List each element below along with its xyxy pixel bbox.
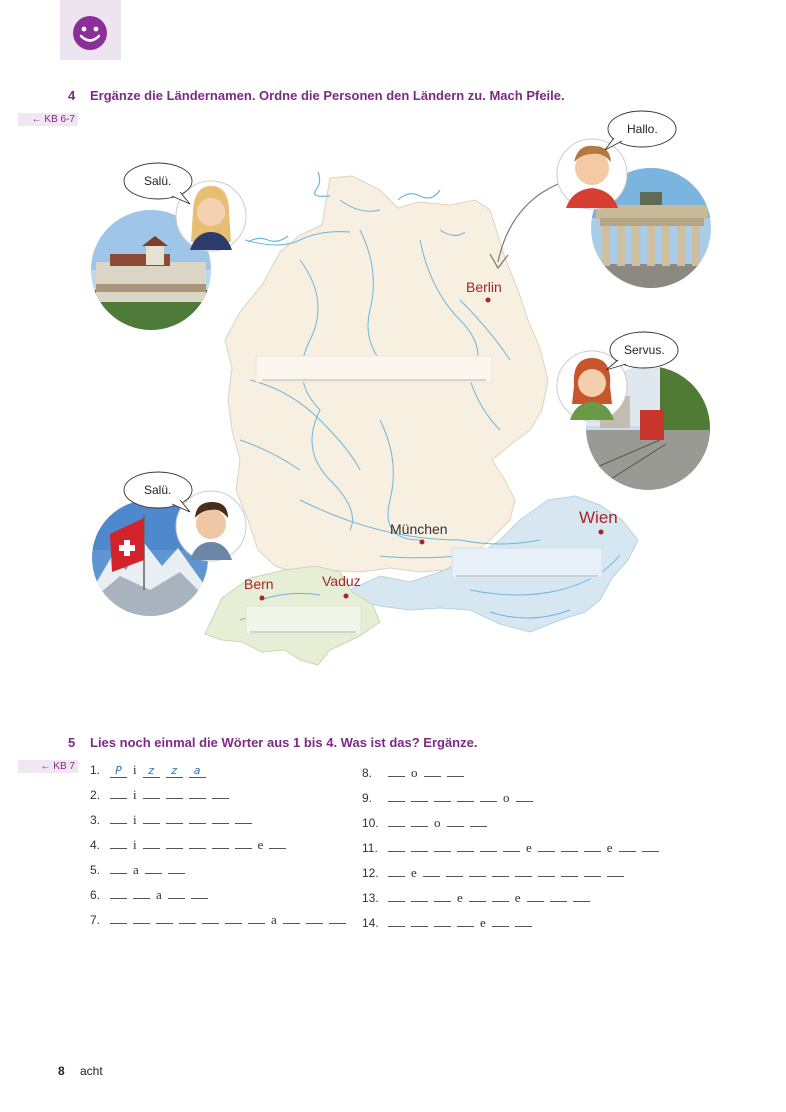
word-row [362, 840, 665, 856]
letter-blank[interactable] [470, 816, 487, 827]
row-number: 9. [362, 791, 373, 805]
given-letter: a [133, 862, 139, 877]
handwritten-letter[interactable]: z [166, 764, 183, 778]
word-row [90, 887, 214, 903]
speech-bubble-salue-1 [124, 163, 192, 204]
letter-blank[interactable] [388, 766, 405, 777]
letter-blank[interactable] [515, 866, 532, 877]
letter-blank[interactable] [189, 788, 206, 799]
given-letter: a [271, 912, 277, 927]
letter-blank[interactable] [166, 788, 183, 799]
letter-blank[interactable] [166, 838, 183, 849]
austria-answer-box[interactable] [452, 548, 602, 578]
svg-text:Salü.: Salü. [144, 174, 172, 188]
letter-blank[interactable] [550, 891, 567, 902]
word-row [362, 865, 630, 881]
word-row [90, 812, 258, 828]
letter-blank[interactable] [168, 888, 185, 899]
germany-answer-box[interactable] [256, 356, 492, 382]
page-word: acht [80, 1064, 103, 1078]
letter-blank[interactable] [388, 816, 405, 827]
letter-blank[interactable] [133, 888, 150, 899]
letter-blank[interactable] [388, 916, 405, 927]
word-row [90, 762, 212, 778]
letter-blank[interactable] [411, 891, 428, 902]
letter-blank[interactable] [607, 866, 624, 877]
letter-blank[interactable] [191, 888, 208, 899]
word-row [362, 790, 539, 806]
row-number: 4. [90, 838, 101, 852]
arrow-line [498, 184, 558, 262]
letter-blank[interactable] [447, 766, 464, 777]
letter-blank[interactable] [469, 891, 486, 902]
letter-blank[interactable] [212, 788, 229, 799]
city-vaduz: Vaduz [322, 573, 361, 589]
letter-blank[interactable] [143, 838, 160, 849]
given-letter: e [457, 890, 463, 905]
letter-blank[interactable] [642, 841, 659, 852]
given-letter: e [411, 865, 417, 880]
photo-wien [557, 351, 710, 490]
letter-blank[interactable] [388, 891, 405, 902]
row-number: 13. [362, 891, 379, 905]
given-letter: o [434, 815, 441, 830]
letter-blank[interactable] [269, 838, 286, 849]
given-letter: e [526, 840, 532, 855]
word-row [90, 862, 191, 878]
berlin-dot [486, 298, 491, 303]
letter-blank[interactable] [388, 841, 405, 852]
letter-blank[interactable] [235, 838, 252, 849]
row-number: 3. [90, 813, 101, 827]
handwritten-letter[interactable]: a [189, 764, 206, 778]
letter-blank[interactable] [145, 863, 162, 874]
letter-blank[interactable] [110, 838, 127, 849]
letter-blank[interactable] [166, 813, 183, 824]
letter-blank[interactable] [189, 813, 206, 824]
handwritten-letter[interactable]: z [143, 764, 160, 778]
letter-blank[interactable] [423, 866, 440, 877]
row-number: 6. [90, 888, 101, 902]
letter-blank[interactable] [411, 791, 428, 802]
word-row [362, 915, 538, 931]
letter-blank[interactable] [503, 841, 520, 852]
letter-blank[interactable] [110, 888, 127, 899]
exercise-4-instruction: Ergänze die Ländernamen. Ordne die Personen den Ländern zu. Mach Pfeile. [90, 88, 565, 103]
given-letter: i [133, 787, 137, 802]
letter-blank[interactable] [179, 913, 196, 924]
speech-bubble-servus [606, 332, 678, 370]
letter-blank[interactable] [329, 913, 346, 924]
word-row [90, 912, 352, 928]
letter-blank[interactable] [110, 788, 127, 799]
row-number: 14. [362, 916, 379, 930]
letter-blank[interactable] [424, 766, 441, 777]
letter-blank[interactable] [469, 866, 486, 877]
kb-reference-4[interactable]: ← KB 6-7 [18, 113, 78, 126]
letter-blank[interactable] [619, 841, 636, 852]
letter-blank[interactable] [411, 816, 428, 827]
letter-blank[interactable] [561, 841, 578, 852]
given-letter: e [257, 837, 264, 852]
handwritten-letter[interactable]: P [110, 764, 127, 778]
word-row [362, 765, 470, 781]
letter-blank[interactable] [411, 841, 428, 852]
letter-blank[interactable] [212, 838, 229, 849]
letter-blank[interactable] [110, 863, 127, 874]
letter-blank[interactable] [447, 816, 464, 827]
row-number: 11. [362, 841, 378, 855]
letter-blank[interactable] [235, 813, 252, 824]
wien-dot [599, 530, 604, 535]
letter-blank[interactable] [434, 891, 451, 902]
letter-blank[interactable] [480, 841, 497, 852]
given-letter: a [156, 887, 162, 902]
given-letter: e [480, 915, 486, 930]
given-letter: e [606, 840, 613, 855]
given-letter: e [514, 890, 521, 905]
letter-blank[interactable] [388, 791, 405, 802]
word-row [90, 787, 235, 803]
given-letter: i [133, 762, 137, 777]
letter-blank[interactable] [516, 791, 533, 802]
smiley-icon [60, 0, 121, 60]
letter-blank[interactable] [527, 891, 544, 902]
city-wien: Wien [579, 508, 618, 527]
letter-blank[interactable] [306, 913, 323, 924]
vaduz-dot [344, 594, 349, 599]
letter-blank[interactable] [434, 916, 451, 927]
word-row [90, 837, 292, 853]
speech-bubble-hallo [605, 111, 676, 150]
kb-reference-5[interactable]: ← KB 7 [18, 760, 78, 773]
letter-blank[interactable] [143, 788, 160, 799]
city-bern: Bern [244, 576, 274, 592]
given-letter: i [133, 812, 137, 827]
letter-blank[interactable] [434, 791, 451, 802]
page-number: 8 [58, 1064, 65, 1078]
letter-blank[interactable] [189, 838, 206, 849]
letter-blank[interactable] [411, 916, 428, 927]
letter-blank[interactable] [584, 841, 601, 852]
letter-blank[interactable] [283, 913, 300, 924]
bern-dot [260, 596, 265, 601]
letter-blank[interactable] [388, 866, 405, 877]
letter-blank[interactable] [538, 866, 555, 877]
exercise-4-number: 4 [68, 88, 76, 103]
letter-blank[interactable] [584, 866, 601, 877]
letter-blank[interactable] [446, 866, 463, 877]
letter-blank[interactable] [168, 863, 185, 874]
letter-blank[interactable] [492, 866, 509, 877]
city-berlin: Berlin [466, 279, 502, 295]
letter-blank[interactable] [457, 841, 474, 852]
row-number: 5. [90, 863, 101, 877]
letter-blank[interactable] [434, 841, 451, 852]
letter-blank[interactable] [225, 913, 242, 924]
letter-blank[interactable] [212, 813, 229, 824]
letter-blank[interactable] [492, 916, 509, 927]
row-number: 1. [90, 763, 101, 777]
row-number: 8. [362, 766, 373, 780]
letter-blank[interactable] [457, 791, 474, 802]
letter-blank[interactable] [156, 913, 173, 924]
given-letter: i [133, 837, 137, 852]
row-number: 10. [362, 816, 379, 830]
letter-blank[interactable] [538, 841, 555, 852]
given-letter: o [411, 765, 418, 780]
muenchen-dot [420, 540, 425, 545]
letter-blank[interactable] [110, 913, 127, 924]
exercise-5-number: 5 [68, 735, 76, 750]
photo-berlin [557, 139, 712, 294]
letter-blank[interactable] [480, 791, 497, 802]
letter-blank[interactable] [492, 891, 509, 902]
letter-blank[interactable] [143, 813, 160, 824]
city-muenchen: München [390, 521, 448, 537]
switzerland-answer-box[interactable] [246, 606, 361, 634]
letter-blank[interactable] [202, 913, 219, 924]
row-number: 12. [362, 866, 379, 880]
row-number: 2. [90, 788, 101, 802]
header-icon-box [60, 0, 121, 60]
row-number: 7. [90, 913, 101, 927]
letter-blank[interactable] [133, 913, 150, 924]
letter-blank[interactable] [110, 813, 127, 824]
word-row [362, 890, 596, 906]
letter-blank[interactable] [573, 891, 590, 902]
letter-blank[interactable] [248, 913, 265, 924]
letter-blank[interactable] [457, 916, 474, 927]
word-row [362, 815, 493, 831]
photo-vaduz [90, 181, 246, 330]
svg-text:Salü.: Salü. [144, 483, 172, 497]
given-letter: o [503, 790, 510, 805]
letter-blank[interactable] [561, 866, 578, 877]
svg-text:Servus.: Servus. [624, 343, 665, 357]
map-illustration [0, 100, 786, 680]
exercise-5-instruction: Lies noch einmal die Wörter aus 1 bis 4. Was ist das? Ergänze. [90, 735, 478, 750]
svg-text:Hallo.: Hallo. [627, 122, 658, 136]
letter-blank[interactable] [515, 916, 532, 927]
